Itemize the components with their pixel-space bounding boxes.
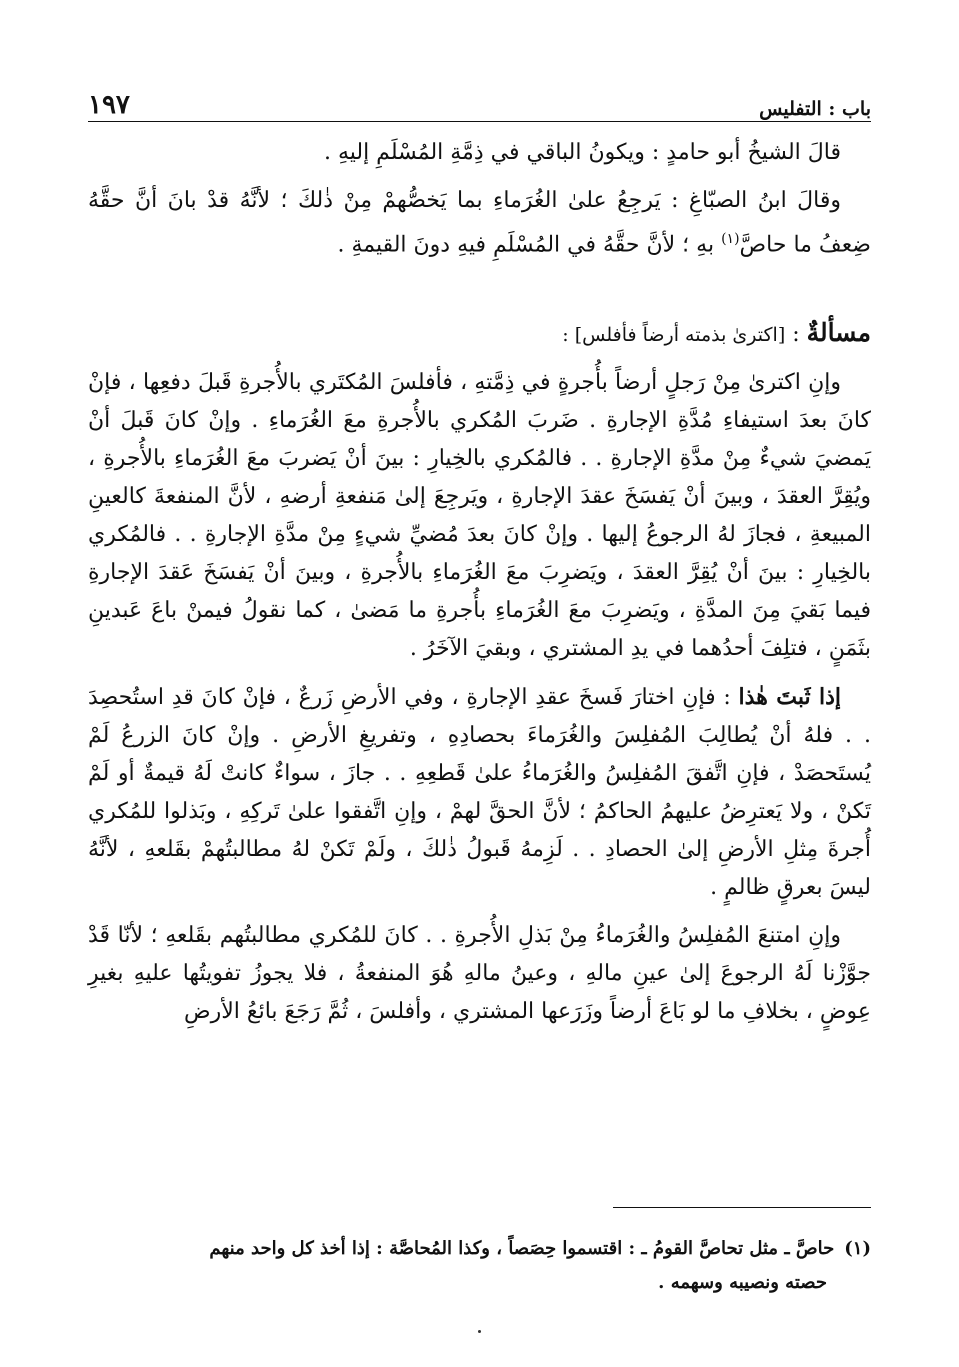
spacer — [88, 354, 871, 364]
page-header — [88, 84, 871, 120]
paragraph-3-text: وإنِ اكترىٰ مِنْ رَجلٍ أرضاً بأُجرةٍ في ذِمَّتهِ ، فأفلسَ المُكتَري بالأُجرةِ قَبلَ دفعِها ، فإنْ كانَ بعدَ استيفاءِ مُدَّةِ الإجارةِ . ضَربَ المُكري بالأُجرةِ معَ الغُرَماءِ . وإنْ كانَ قَبلَ أنْ يَمضيَ شيءٌ مِنْ مدَّةِ الإجارةِ . . فالمُكري بالخِيارِ : بينَ أنْ يَضربَ معَ الغُرَماءِ بالأُجرةِ ، ويُقِرَّ العقدَ ، وبينَ أنْ يَفسَخَ عقدَ الإجارةِ ، ويَرجِعَ إلىٰ مَنفعةِ أرضهِ ، لأنَّ المنفعةَ كالعينِ المبيعةِ ، فجازَ لهُ الرجوعُ إليها . وإنْ كانَ بعدَ مُضيِّ شيءٍ مِنْ مدَّةِ الإجارةِ . . فالمُكري بالخِيارِ : بينَ أنْ يُقِرَّ العقدَ ، ويَضرِبَ معَ الغُرَماءِ بالأُجرةِ ، وبينَ أنْ يَفسَخَ عَقدَ الإجارةِ فيما بَقيَ مِنَ المدَّةِ ، ويَضرِبَ معَ الغُرَماءِ بأُجرةِ ما مَضىٰ ، كما نقولُ فيمنْ باعَ عَبدينِ بثَمَنٍ ، فتلِفَ أحدُهما في يدِ المشتري ، وبقيَ الآخَرُ . — [88, 370, 871, 662]
running-head: باب : التفليس — [759, 98, 871, 120]
paragraph-4-text: : فإنِ اختارَ فَسخَ عقدِ الإجارةِ ، وفي الأرضِ زَرعٌ ، فإنْ كانَ قدِ استُحصِدَ . . فلهُ أنْ يُطالِبَ المُفلِسَ والغُرَماءَ بحصادِهِ ، وتفريغِ الأرضِ . وإنْ كانَ الزرعُ لَمْ يُستَحصَدْ ، فإنِ اتَّفقَ المُفلِسُ والغُرَماءُ علىٰ قَطعِهِ . . جازَ ، سواءٌ كانتْ لَهُ قيمةٌ أو لَمْ تَكنْ ، ولا يَعترِضُ عليهمُ الحاكمُ ؛ لأنَّ الحقَّ لهمْ ، وإنِ اتَّفقوا علىٰ تَركِهِ ، وبَذلوا للمُكري أُجرةَ مِثلِ الأرضِ إلىٰ الحصادِ . . لَزِمهُ قَبولُ ذٰلكَ ، ولَمْ تَكنْ لهُ مطالبتُهمْ بقَلعهِ ، لأنَّهُ ليسَ بعرقٍ ظالمٍ . — [88, 685, 871, 901]
header-rule — [88, 121, 871, 122]
footnote — [88, 1232, 871, 1300]
footnote-reference: (١) — [721, 231, 740, 247]
spacer — [88, 907, 871, 917]
paragraph-1-text: قالَ الشيخُ أبو حامدٍ : ويكونُ الباقي في ذِمَّةِ المُسْلَمِ إليهِ . — [323, 140, 841, 165]
spacer — [88, 172, 871, 182]
issue-heading — [88, 314, 871, 354]
paragraph-4 — [88, 678, 871, 907]
issue-title: [اكترىٰ بذمته أرضاً فأفلس] : — [562, 324, 786, 347]
paragraph-3 — [88, 364, 871, 668]
paragraph-2-text-a: وقالَ ابنُ الصبّاغِ : يَرجِعُ علىٰ الغُرَماءِ بما يَخصُّهمْ مِنْ ذٰلكَ ؛ لأنَّهُ قدْ بانَ أنَّ حقَّهُ ضِعفُ ما حاصَّ — [88, 188, 871, 258]
page-bottom-mark — [478, 1330, 481, 1333]
paragraph-4-lead: إذا ثَبتَ هٰذا — [738, 684, 842, 711]
spacer — [88, 668, 871, 678]
issue-separator: : — [785, 322, 807, 348]
paragraph-5-text: وإنِ امتنعَ المُفلِسُ والغُرَماءُ مِنْ بَذلِ الأُجرةِ . . كانَ للمُكري مطالبتُهم بقَلعهِ ؛ لأنّا قَدْ جوَّزْنا لَهُ الرجوعَ إلىٰ عينِ مالهِ ، وعينُ مالهِ هُوَ المنفعةُ ، فلا يجوزُ تفويتُها عليهِ بغيرِ عِوضٍ ، بخلافِ ما لو بَاعَ أرضاً وزَرَعها المشتري ، وأفلسَ ، ثُمَّ رَجَعَ بائعُ الأرضِ — [88, 923, 871, 1025]
spacer — [88, 264, 871, 314]
paragraph-2 — [88, 182, 871, 264]
issue-word: مسألةٌ — [806, 318, 871, 348]
footnote-line-1: حاصَّ ـ مثل تحاصَّ القومُ ـ : اقتسموا حِصَصاً ، وكذا المُحاصَّة : إذا أخذ كل واحد منهم — [209, 1238, 835, 1259]
footnote-number: (١) — [844, 1238, 871, 1259]
paragraph-2-text-b: بهِ ؛ لأنَّ حقَّهُ في المُسْلَمِ فيهِ دونَ القيمةِ . — [337, 232, 722, 258]
footnote-line-2: حصته ونصيبه وسهمه . — [658, 1272, 827, 1293]
footnote-rule — [613, 1207, 871, 1208]
paragraph-1 — [88, 134, 871, 172]
main-text — [88, 134, 871, 1031]
page-number: ١٩٧ — [88, 90, 130, 120]
paragraph-5 — [88, 917, 871, 1031]
